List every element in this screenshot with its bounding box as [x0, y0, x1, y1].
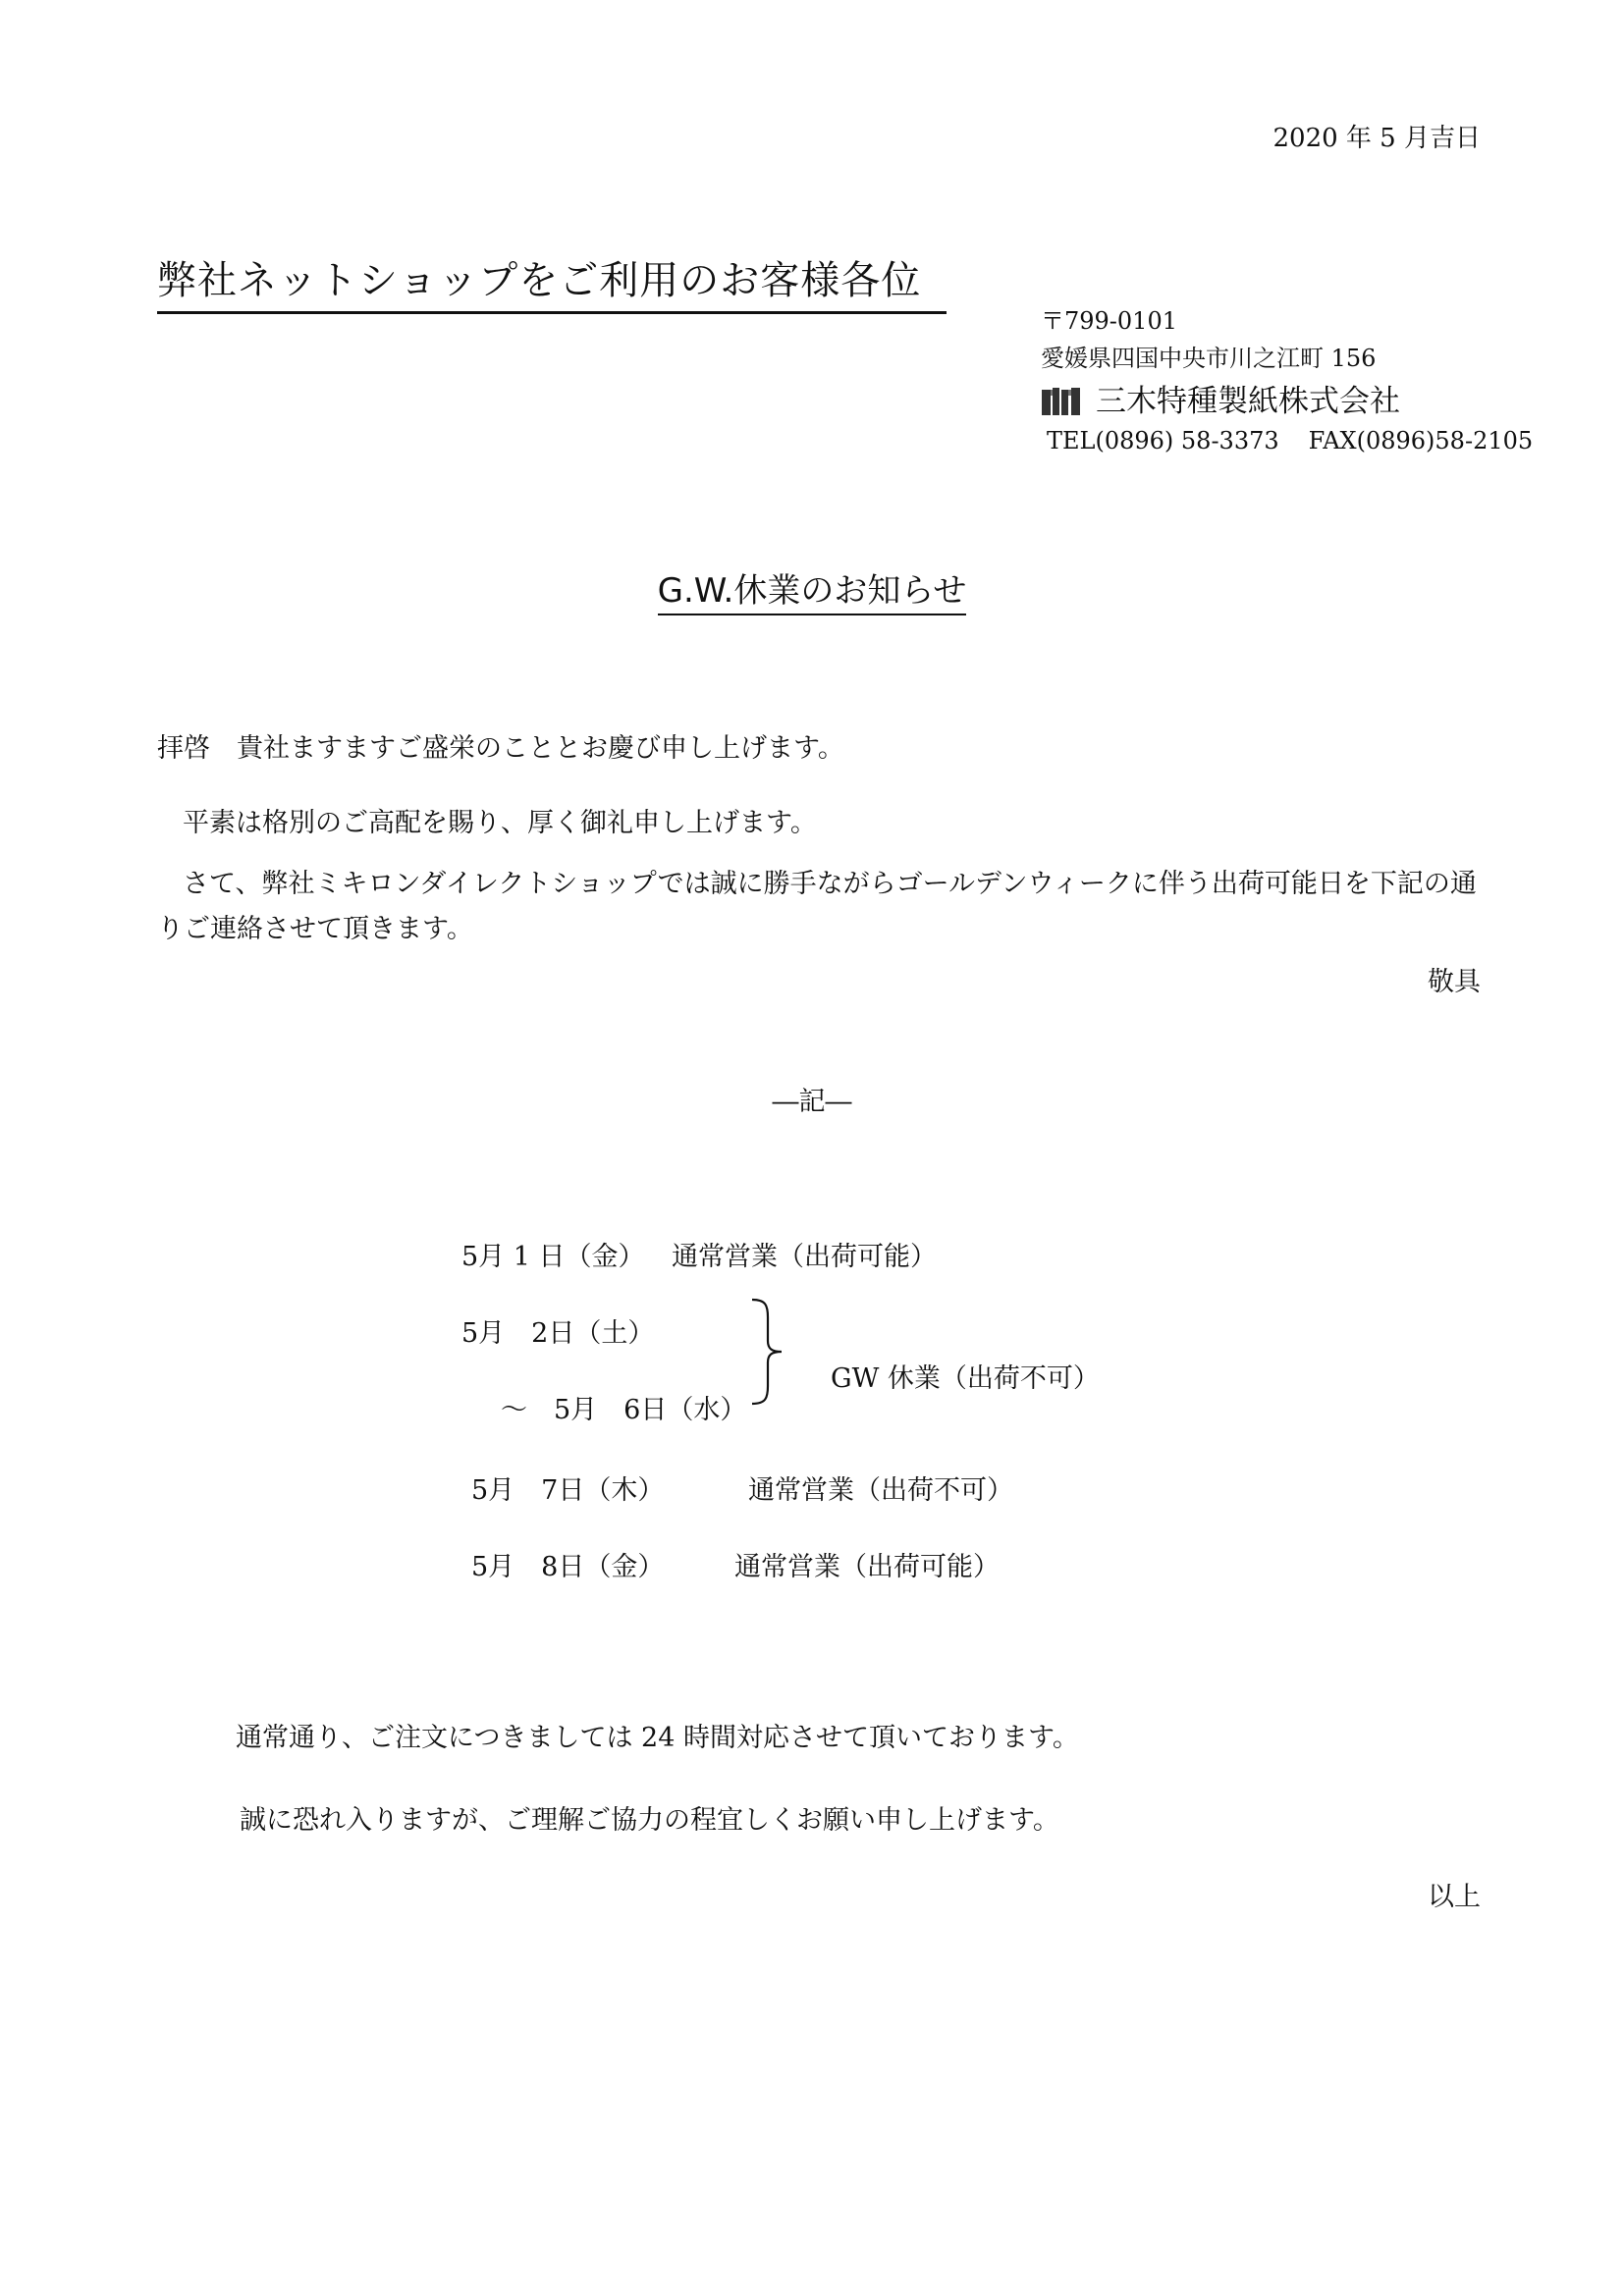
schedule-row5-date: 5月 8日（金）	[471, 1552, 665, 1582]
sender-address: 愛媛県四国中央市川之江町 156	[1041, 345, 1377, 372]
document-date: 2020 年 5 月吉日	[1272, 124, 1481, 153]
gw-holiday-status: GW 休業（出荷不可）	[831, 1363, 1100, 1394]
notice-title	[0, 563, 1624, 612]
note-apology: 誠に恐れ入りますが、ご理解ご協力の程宜しくお願い申し上げます。	[240, 1805, 1059, 1836]
note-24h-orders: 通常通り、ご注文につきましては 24 時間対応させて頂いております。	[236, 1723, 1079, 1753]
schedule-row4-date: 5月 7日（木）	[471, 1475, 665, 1506]
paragraph-thanks: 平素は格別のご高配を賜り、厚く御礼申し上げます。	[183, 808, 817, 838]
schedule-row5-status: 通常営業（出荷可能）	[734, 1552, 1000, 1582]
notice-title-text: G.W.休業のお知らせ	[658, 571, 967, 615]
closing-ijo: 以上	[1428, 1882, 1481, 1912]
addressee-heading: 弊社ネットショップをご利用のお客様各位	[157, 249, 947, 314]
tel-number: TEL(0896) 58-3373	[1047, 427, 1279, 454]
ki-marker: ―記―	[772, 1087, 852, 1117]
company-line	[1041, 383, 1533, 420]
fax-number: FAX(0896)58-2105	[1308, 427, 1534, 454]
schedule-row1-date: 5月 1 日（金）	[461, 1242, 645, 1272]
schedule-row1-status: 通常営業（出荷可能）	[672, 1242, 937, 1272]
sender-block	[1041, 302, 1533, 459]
greeting-line: 拝啓 貴社ますますご盛栄のこととお慶び申し上げます。	[157, 733, 844, 764]
company-name: 三木特種製紙株式会社	[1096, 384, 1400, 419]
postal-code: 〒799-0101	[1041, 307, 1177, 335]
schedule-row4-status: 通常営業（出荷不可）	[748, 1475, 1013, 1506]
company-logo-icon	[1041, 387, 1082, 416]
schedule-row2-date: 5月 2日（土）	[461, 1318, 655, 1349]
closing-keigu: 敬具	[1428, 967, 1481, 997]
paragraph-announcement: さて、弊社ミキロンダイレクトショップでは誠に勝手ながらゴールデンウィークに伴う出荷可能日を下記の通りご連絡させて頂きます。	[157, 869, 1477, 944]
right-brace-icon	[748, 1298, 787, 1406]
schedule-row3-date: ～ 5月 6日（水）	[501, 1395, 747, 1425]
contact-line	[1041, 422, 1533, 459]
